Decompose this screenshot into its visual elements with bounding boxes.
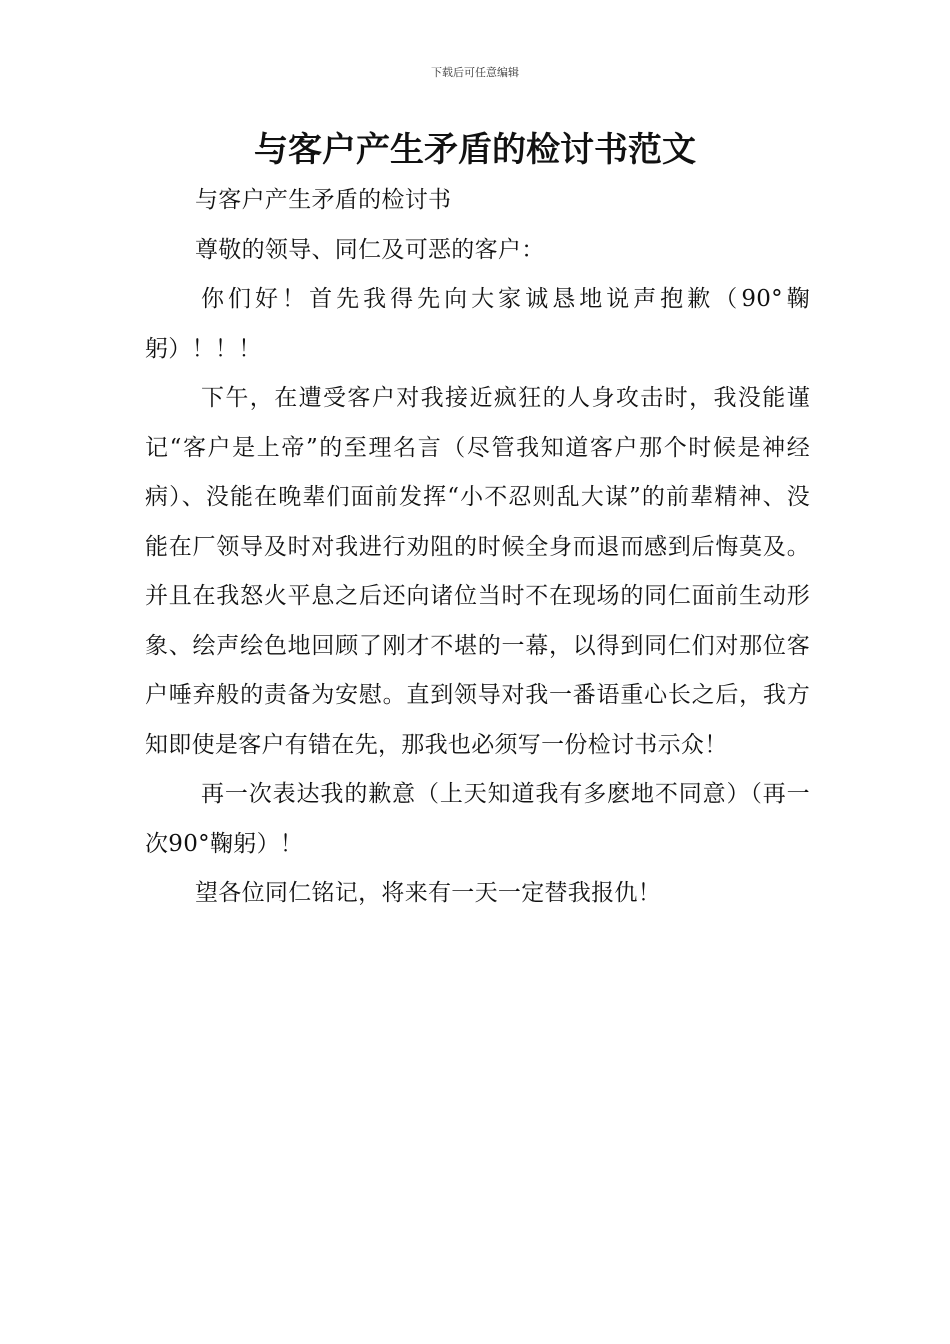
salutation-paragraph: 尊敬的领导、同仁及可恶的客户： [195,236,545,263]
header-note: 下载后可任意编辑 [431,66,519,79]
document-title: 与客户产生矛盾的检讨书范文 [254,130,696,170]
document-body [145,176,810,919]
greeting-paragraph: 你们好！首先我得先向大家诚恳地说声抱歉（90°鞠躬）！！！ [145,286,810,362]
subtitle-paragraph: 与客户产生矛盾的检讨书 [195,187,452,213]
main-paragraph: 下午，在遭受客户对我接近疯狂的人身攻击时，我没能谨记“客户是上帝”的至理名言（尽管我知道客户那个时候是神经病）、没能在晚辈们面前发挥“小不忍则乱大谋”的前辈精神、没能在厂领导及时对我进行劝阻的时候全身而退而感到后悔莫及。并且在我怒火平息之后还向诸位当时不在现场的同仁面前生动形象、绘声绘色地回顾了刚才不堪的一幕，以得到同仁们对那位客户唾弃般的责备为安慰。直到领导对我一番语重心长之后，我方知即使是客户有错在先，那我也必须写一份检讨书示众！ [145,385,810,758]
closing-paragraph: 望各位同仁铭记，将来有一天一定替我报仇！ [195,880,661,906]
apology-paragraph: 再一次表达我的歉意（上天知道我有多麽地不同意）（再一次90°鞠躬）！ [145,781,810,857]
